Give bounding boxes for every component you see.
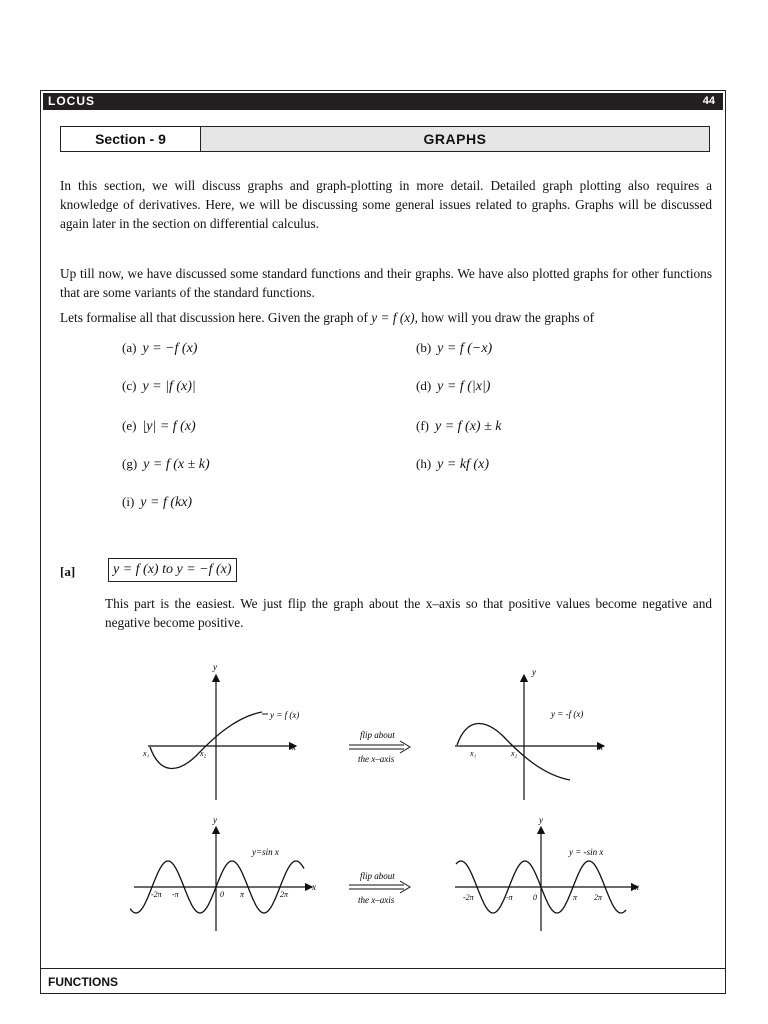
graph-neg-f — [455, 667, 604, 800]
graph-sin — [130, 815, 316, 931]
tick-pi: π — [573, 893, 578, 902]
case-expr: y = f (−x) — [437, 341, 493, 356]
axis-x-label: x — [635, 882, 639, 892]
case-expr: y = kf (x) — [437, 457, 489, 472]
tick-negpi: -π — [172, 890, 179, 899]
tick-pi: π — [240, 890, 245, 899]
case-label: (b) — [416, 340, 432, 355]
flip-figures — [0, 655, 768, 955]
flip-label-line1: flip about — [360, 871, 395, 881]
footer-divider — [41, 968, 725, 969]
formalise-expr: y = f (x) — [371, 310, 415, 325]
case-d — [416, 378, 490, 395]
section-heading — [60, 126, 710, 152]
part-a-boxed-expr: y = f (x) to y = −f (x) — [108, 558, 237, 582]
case-label: (c) — [122, 378, 137, 393]
part-a-tag: [a] — [60, 564, 76, 579]
tick-negpi: -π — [506, 893, 513, 902]
axis-y-label: y — [532, 667, 536, 677]
curve-label: y = f (x) — [270, 710, 300, 720]
intro-paragraph: In this section, we will discuss graphs and graph-plotting in more detail. Detailed graph plotting also requires a knowledge of derivatives. Here, we will be discussing some general issues related to graphs. Graphs will be discussed again later in the section on differential calculus. — [60, 178, 712, 231]
formalise-paragraph — [60, 308, 712, 327]
page-number: 44 — [702, 95, 715, 107]
tick-zero: 0 — [533, 893, 537, 902]
axis-y-label: y — [213, 662, 217, 672]
brand-logo: LOCUS — [48, 94, 95, 108]
header-bar — [43, 93, 723, 110]
case-label: (e) — [122, 418, 137, 433]
case-label: (i) — [122, 494, 135, 509]
case-expr: y = f (x) ± k — [435, 419, 502, 434]
standard-functions-paragraph: Up till now, we have discussed some standard functions and their graphs. We have also plotted graphs for other functions that are some variants of the standard functions. — [60, 266, 712, 300]
part-a-text: This part is the easiest. We just flip the graph about the x–axis so that positive values become negative and negative become positive. — [105, 596, 712, 630]
curve-label: y=sin x — [252, 847, 279, 857]
formalise-suffix: , how will you draw the graphs of — [414, 310, 595, 325]
case-expr: y = f (x ± k) — [143, 457, 210, 472]
tick-neg2pi: -2π — [151, 890, 162, 899]
case-expr: y = −f (x) — [142, 341, 198, 356]
root-x2: x₂ — [200, 749, 207, 758]
case-label: (h) — [416, 456, 432, 471]
tick-zero: 0 — [220, 890, 224, 899]
tick-neg2pi: -2π — [463, 893, 474, 902]
case-expr: y = f (kx) — [140, 495, 193, 510]
case-i — [122, 494, 192, 511]
tick-2pi: 2π — [594, 893, 603, 902]
formalise-prefix: Lets formalise all that discussion here. Given the graph of — [60, 310, 372, 325]
flip-arrow-1 — [349, 730, 410, 764]
flip-label-line2: the x–axis — [358, 754, 395, 764]
flip-label-line1: flip about — [360, 730, 395, 740]
root-x2: x₂ — [511, 749, 518, 758]
graph-f — [142, 662, 299, 800]
case-h — [416, 456, 489, 473]
case-label: (a) — [122, 340, 137, 355]
axis-x-label: x — [312, 882, 316, 892]
case-label: (f) — [416, 418, 429, 433]
case-label: (g) — [122, 456, 138, 471]
flip-arrow-2 — [349, 871, 410, 905]
case-f — [416, 418, 502, 435]
case-expr: |y| = f (x) — [142, 419, 196, 434]
case-label: (d) — [416, 378, 432, 393]
root-x1: x₁ — [143, 749, 150, 758]
axis-x-label: x — [292, 742, 296, 752]
case-g — [122, 456, 210, 473]
root-x1: x₁ — [470, 749, 477, 758]
arrow-head — [400, 741, 410, 753]
curve-label: y = -sin x — [569, 847, 604, 857]
case-b — [416, 340, 492, 357]
case-c — [122, 378, 196, 395]
case-e — [122, 418, 196, 435]
case-expr: y = |f (x)| — [142, 379, 196, 394]
case-expr: y = f (|x|) — [437, 379, 491, 394]
curve-label: y = -f (x) — [551, 709, 584, 719]
arrow-head — [400, 881, 410, 893]
graph-neg-sin — [455, 815, 639, 931]
section-label: Section - 9 — [61, 127, 201, 151]
axis-y-label: y — [539, 815, 543, 825]
tick-2pi: 2π — [280, 890, 289, 899]
case-a — [122, 340, 197, 357]
axis-y-label: y — [213, 815, 217, 825]
curve-f — [150, 712, 262, 768]
axis-x-label: x — [599, 742, 603, 752]
footer-chapter: FUNCTIONS — [48, 975, 118, 989]
section-title: GRAPHS — [201, 127, 709, 151]
flip-label-line2: the x–axis — [358, 895, 395, 905]
